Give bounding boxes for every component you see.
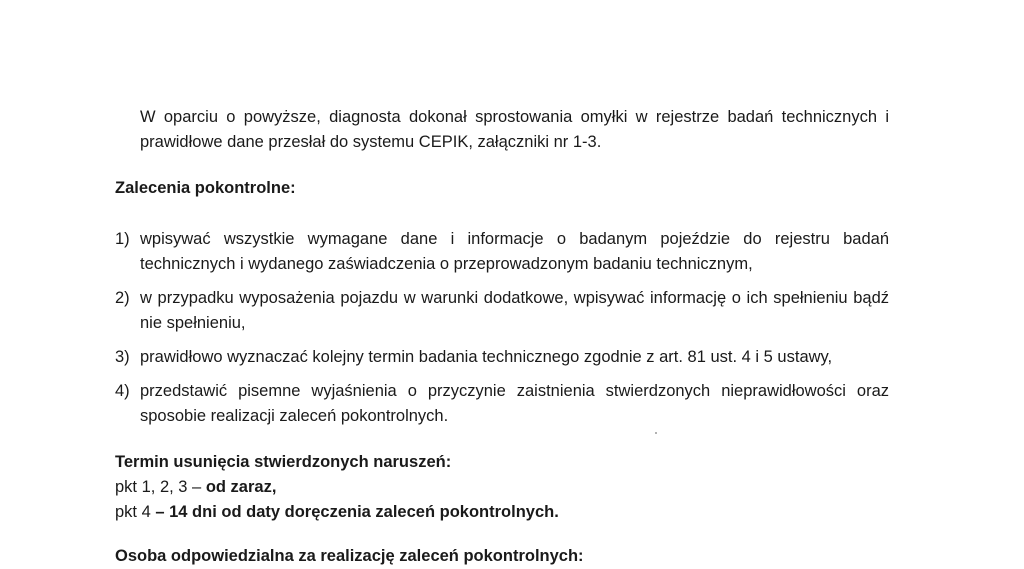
scan-speck [655,432,657,434]
list-item-text: wpisywać wszystkie wymagane dane i informacje o badanym pojeździe do rejestru badań technicznych i wydanego zaświadczenia o przeprowadzonym badaniu technicznym, [140,230,889,273]
deadline-line-1-value: od zaraz, [205,478,277,496]
list-item-text: w przypadku wyposażenia pojazdu w warunki dodatkowe, wpisywać informację o ich spełnieniu bądź nie spełnieniu, [140,289,889,332]
list-item-number: 1) [115,230,130,248]
list-item-number: 2) [115,289,130,307]
list-item-number: 3) [115,348,130,366]
deadline-line-2-value: – 14 dni od daty doręczenia zaleceń pokontrolnych. [155,503,559,521]
list-item [115,286,889,336]
deadline-line-2 [115,500,559,525]
list-item-number: 4) [115,382,130,400]
deadline-line-1-prefix: pkt 1, 2, 3 – [115,478,206,496]
responsible-heading: Osoba odpowiedzialna za realizację zaleceń pokontrolnych: [115,547,584,565]
deadline-heading: Termin usunięcia stwierdzonych naruszeń: [115,453,452,471]
list-item [115,227,889,277]
list-item [115,345,889,370]
deadline-line-1 [115,475,276,500]
deadline-line-2-prefix: pkt 4 [115,503,156,521]
list-item [115,379,889,429]
recommendations-heading: Zalecenia pokontrolne: [115,179,296,197]
list-item-text: przedstawić pisemne wyjaśnienia o przyczynie zaistnienia stwierdzonych nieprawidłowości oraz sposobie realizacji zaleceń pokontrolnych. [140,382,889,425]
list-item-text: prawidłowo wyznaczać kolejny termin badania technicznego zgodnie z art. 81 ust. 4 i 5 ustawy, [140,348,833,366]
intro-paragraph: W oparciu o powyższe, diagnosta dokonał sprostowania omyłki w rejestrze badań technicznych i prawidłowe dane przesłał do systemu CEPIK, załączniki nr 1-3. [140,108,889,151]
